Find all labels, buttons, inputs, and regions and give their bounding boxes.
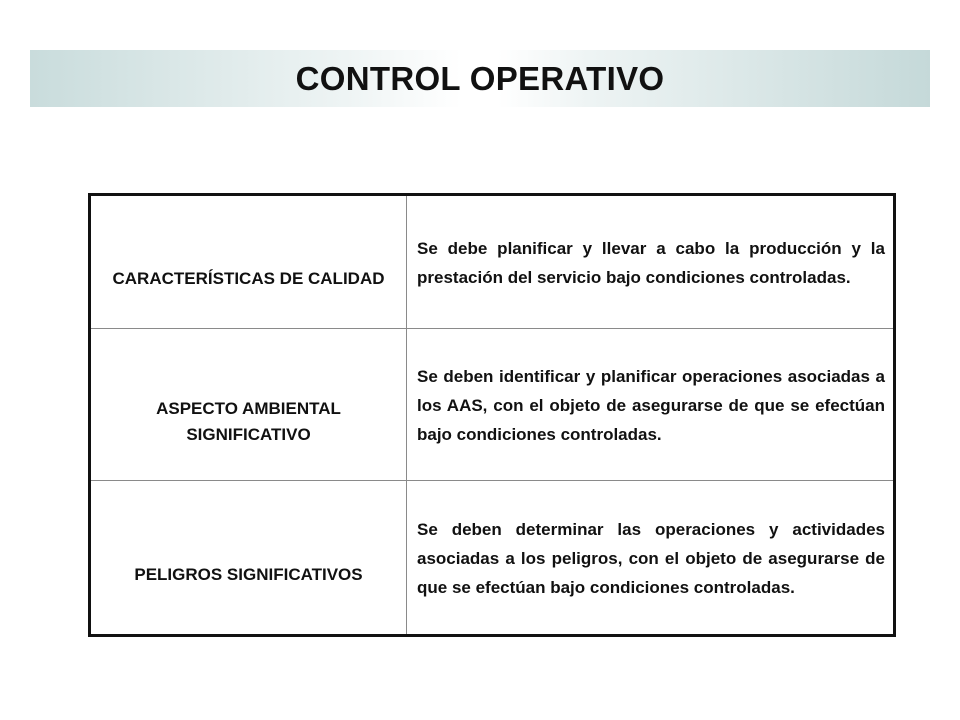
slide-title: CONTROL OPERATIVO bbox=[295, 60, 665, 97]
row-label-calidad: CARACTERÍSTICAS DE CALIDAD bbox=[90, 195, 407, 329]
control-table bbox=[88, 193, 896, 637]
row-label-ambiental: ASPECTO AMBIENTAL SIGNIFICATIVO bbox=[90, 329, 407, 481]
row-description-ambiental: Se deben identificar y planificar operaciones asociadas a los AAS, con el objeto de asegurarse de que se efectúan bajo condiciones controladas. bbox=[407, 329, 895, 481]
row-description-peligros: Se deben determinar las operaciones y actividades asociadas a los peligros, con el objeto de asegurarse de que se efectúan bajo condiciones controladas. bbox=[407, 481, 895, 636]
row-description-calidad: Se debe planificar y llevar a cabo la producción y la prestación del servicio bajo condiciones controladas. bbox=[407, 195, 895, 329]
row-label-peligros: PELIGROS SIGNIFICATIVOS bbox=[90, 481, 407, 636]
table-row bbox=[90, 481, 895, 636]
table-row bbox=[90, 195, 895, 329]
table-row bbox=[90, 329, 895, 481]
